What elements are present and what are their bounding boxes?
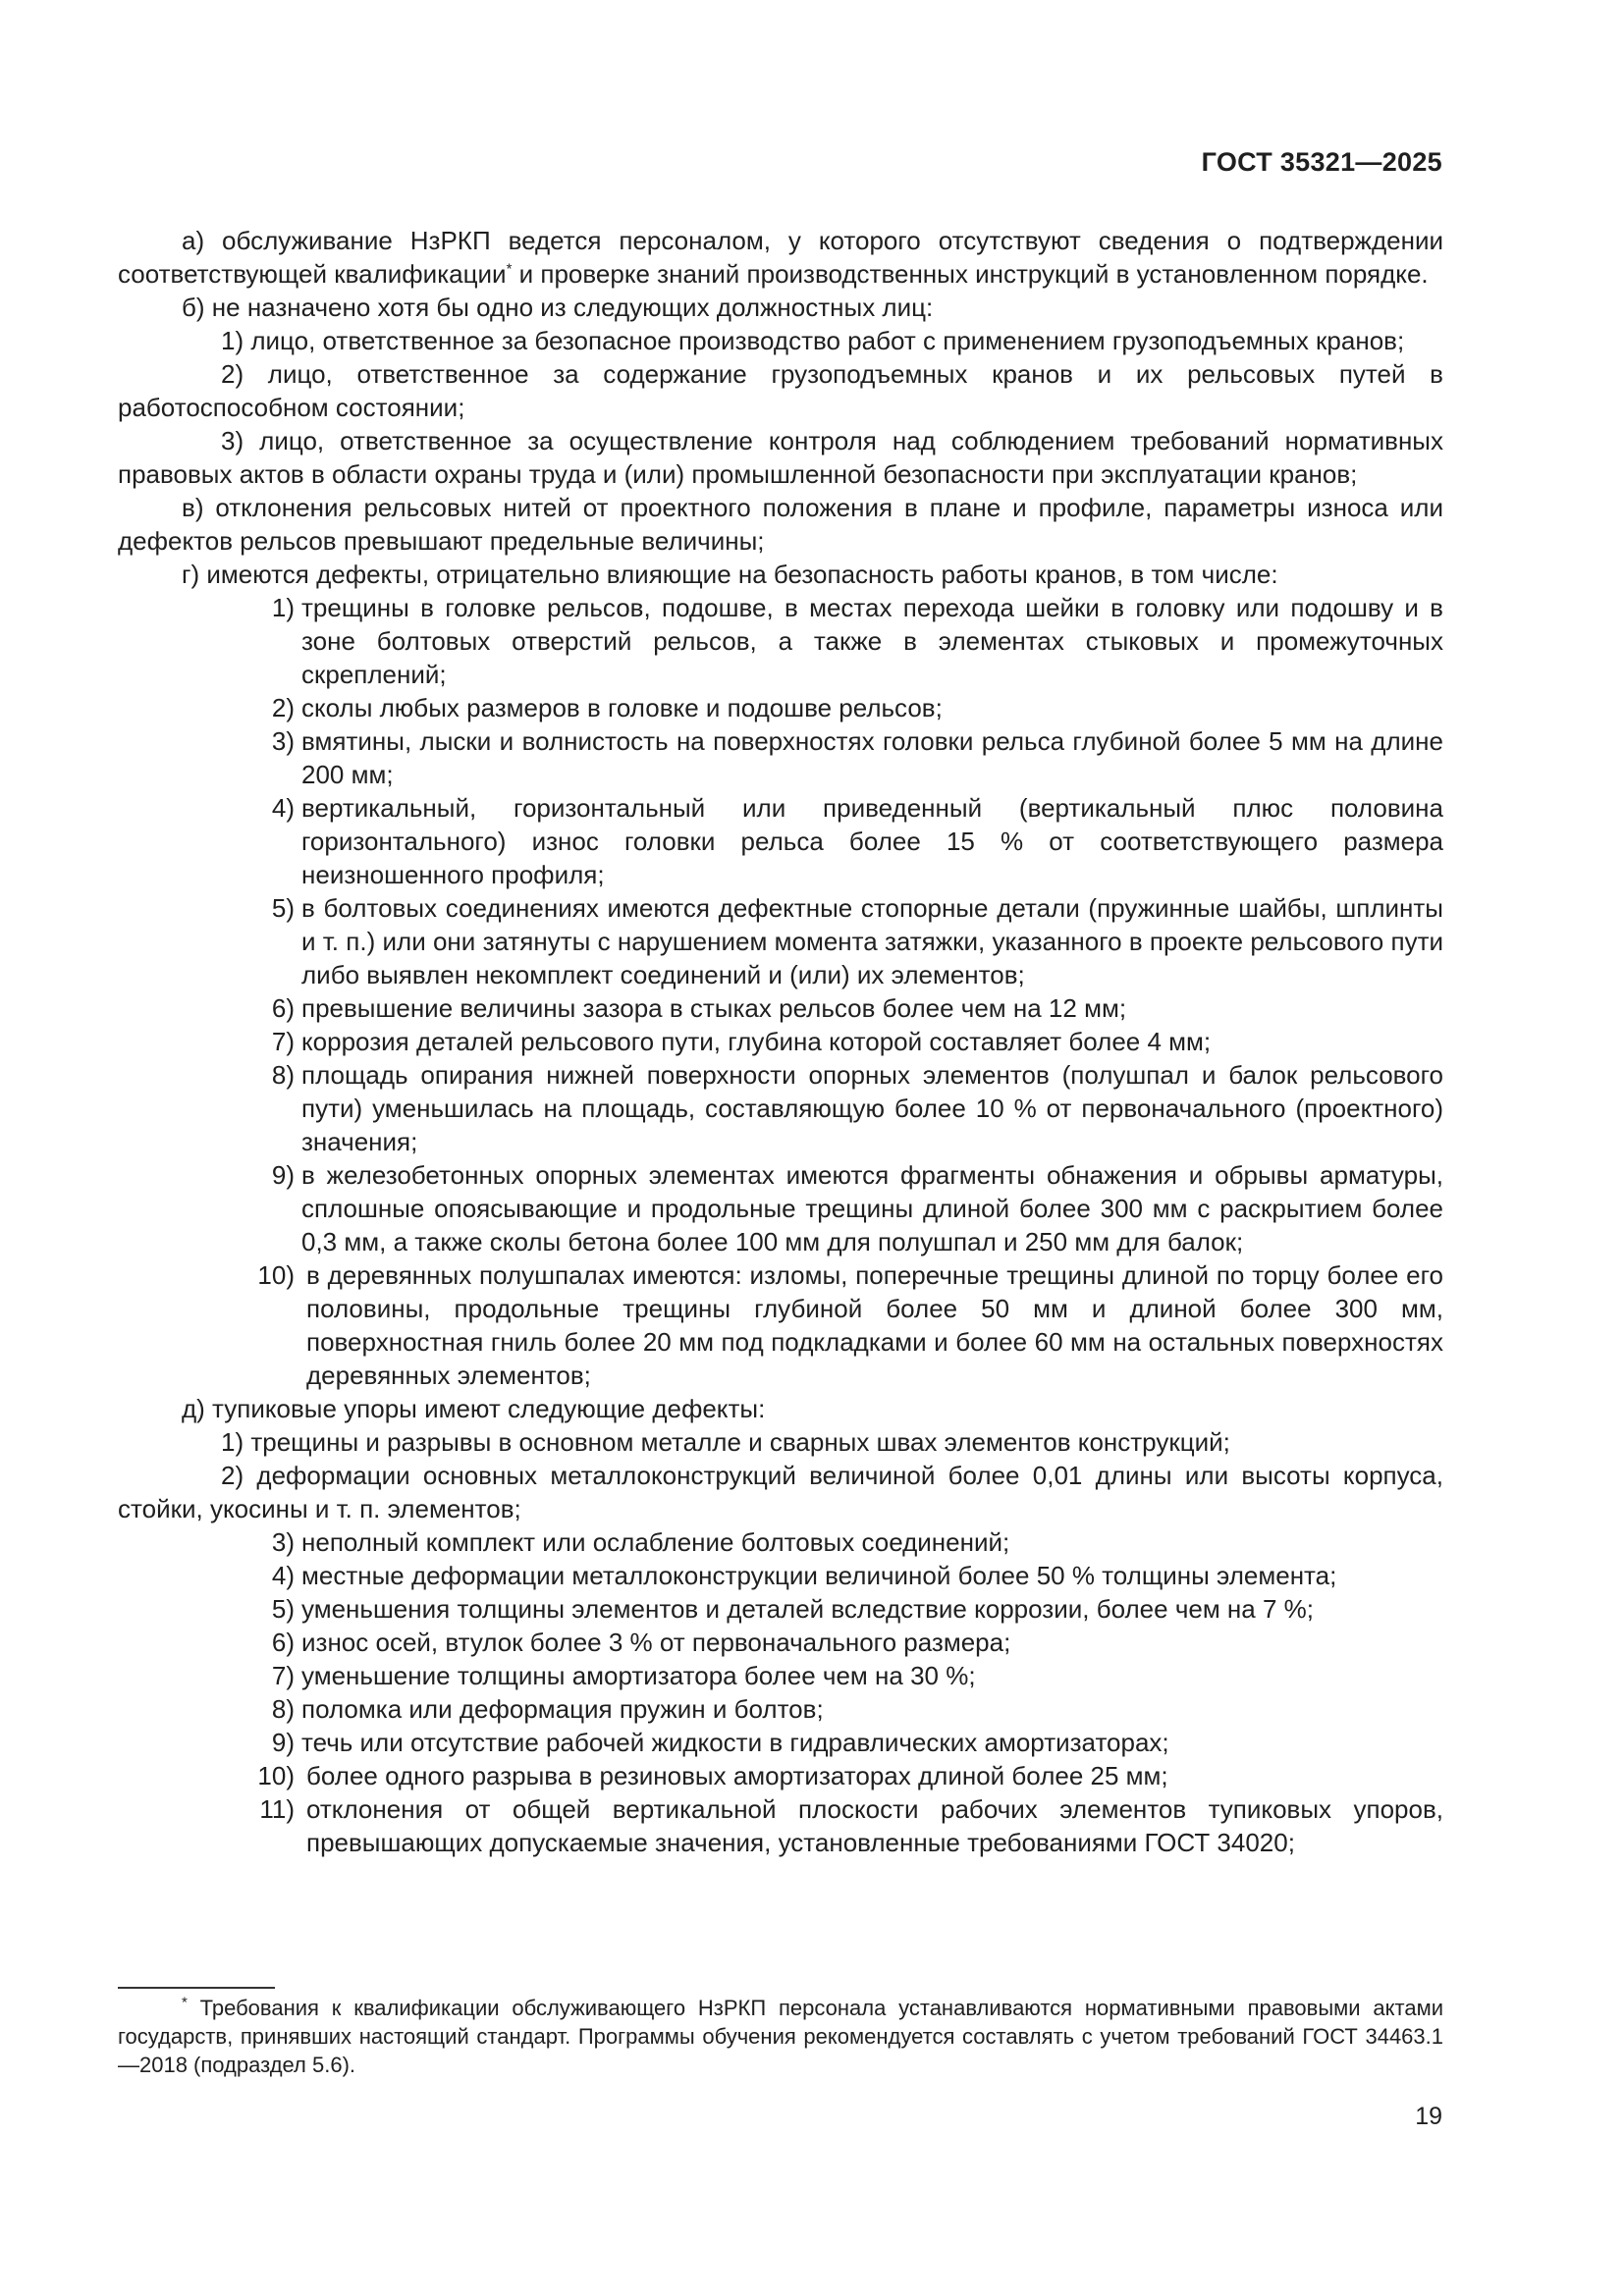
paragraph-a-continuation: и проверке знаний производственных инструкций в установленном порядке.	[512, 259, 1429, 289]
list-item	[118, 591, 1443, 691]
list-item	[118, 1158, 1443, 1258]
list-item-number: 7)	[271, 1661, 295, 1690]
list-item	[118, 1525, 1443, 1559]
list-item-number: 2)	[271, 693, 295, 722]
list-item-text: в болтовых соединениях имеются дефектные стопорные детали (пружинные шайбы, шплинты и т. п.) или они затянуты с нарушением момента затяжки, указанного в проекте рельсового пути либо выявлен некомплект соединений и (или) их элементов;	[301, 893, 1443, 989]
list-item-number: 3)	[271, 726, 295, 756]
list-item-text: неполный комплект или ослабление болтовых соединений;	[301, 1527, 1010, 1557]
paragraph-g: г) имеются дефекты, отрицательно влияющие на безопасность работы кранов, в том числе:	[182, 560, 1278, 589]
footnote-divider	[118, 1987, 275, 1989]
list-item-number: 8)	[271, 1060, 295, 1090]
paragraph-v: в) отклонения рельсовых нитей от проектного положения в плане и профиле, параметры износа или дефектов рельсов превышают предельные величины;	[118, 493, 1443, 556]
list-item-number: 4)	[271, 793, 295, 823]
paragraph-a-text: а) обслуживание НзРКП ведется персоналом, у которого отсутствуют сведения о подтверждении соответствующей квалификации	[118, 226, 1443, 289]
list-item-text: износ осей, втулок более 3 % от первоначального размера;	[301, 1628, 1011, 1657]
footnote-text: Требования к квалификации обслуживающего НзРКП персонала устанавливаются нормативными правовыми актами государств, принявших настоящий стандарт. Программы обучения рекомендуется составлять с учетом требований ГОСТ 34463.1—2018 (подраздел 5.6).	[118, 1996, 1443, 2077]
list-item-text: местные деформации металлоконструкции величиной более 50 % толщины элемента;	[301, 1561, 1337, 1590]
paragraph-d-list	[118, 1525, 1443, 1859]
footnote-marker: *	[182, 1994, 188, 2011]
list-item-text: трещины в головке рельсов, подошве, в местах перехода шейки в головку или подошву и в зоне болтовых отверстий рельсов, а также в элементах стыковых и промежуточных скреплений;	[301, 593, 1443, 689]
list-item-number: 5)	[271, 893, 295, 923]
list-item-text: площадь опирания нижней поверхности опорных элементов (полушпал и балок рельсового пути) уменьшилась на площадь, составляющую более 10 % от первоначального (проектного) значения;	[301, 1060, 1443, 1156]
list-item-number: 11)	[259, 1794, 295, 1824]
list-item-number: 5)	[271, 1594, 295, 1624]
list-item-text: вмятины, лыски и волнистость на поверхностях головки рельса глубиной более 5 мм на длине 200 мм;	[301, 726, 1443, 789]
list-item-text: в железобетонных опорных элементах имеются фрагменты обнажения и обрывы арматуры, сплошные опоясывающие и продольные трещины длиной более 300 мм с раскрытием более 0,3 мм, а также сколы бетона более 100 мм для полушпал и 250 мм для балок;	[301, 1160, 1443, 1256]
footnote-mark: *	[506, 260, 513, 278]
list-item-number: 10)	[257, 1260, 295, 1290]
list-item-text: уменьшение толщины амортизатора более чем на 30 %;	[301, 1661, 976, 1690]
list-item	[118, 1659, 1443, 1692]
list-item-number: 4)	[271, 1561, 295, 1590]
list-item-number: 8)	[271, 1694, 295, 1724]
list-item-number: 10)	[257, 1761, 295, 1790]
list-item-text: в деревянных полушпалах имеются: изломы, поперечные трещины длиной по торцу более его половины, продольные трещины глубиной более 50 мм и длиной более 300 мм, поверхностная гниль более 20 мм под подкладками и более 60 мм на остальных поверхностях деревянных элементов;	[306, 1260, 1443, 1390]
footnote	[118, 1994, 1443, 2079]
paragraph-b-item-1: 1) лицо, ответственное за безопасное производство работ с применением грузоподъемных кранов;	[221, 326, 1405, 355]
list-item	[118, 1559, 1443, 1592]
list-item	[118, 1692, 1443, 1726]
list-item	[118, 1792, 1443, 1859]
list-item	[118, 1759, 1443, 1792]
list-item	[118, 1058, 1443, 1158]
list-item-number: 9)	[271, 1160, 295, 1190]
list-item-number: 6)	[271, 993, 295, 1023]
main-text	[118, 224, 1443, 1859]
paragraph-d: д) тупиковые упоры имеют следующие дефекты:	[182, 1394, 766, 1423]
paragraph-b: б) не назначено хотя бы одно из следующих должностных лиц:	[182, 293, 934, 322]
list-item-number: 7)	[271, 1027, 295, 1056]
paragraph-b-item-2: 2) лицо, ответственное за содержание грузоподъемных кранов и их рельсовых путей в работоспособном состоянии;	[118, 359, 1443, 422]
paragraph-g-list	[118, 591, 1443, 1392]
list-item-text: поломка или деформация пружин и болтов;	[301, 1694, 824, 1724]
list-item	[118, 1025, 1443, 1058]
list-item-text: вертикальный, горизонтальный или приведенный (вертикальный плюс половина горизонтального) износ головки рельса более 15 % от соответствующего размера неизношенного профиля;	[301, 793, 1443, 889]
list-item	[118, 691, 1443, 724]
list-item	[118, 1726, 1443, 1759]
list-item	[118, 791, 1443, 891]
list-item-number: 6)	[271, 1628, 295, 1657]
paragraph-b-item-3: 3) лицо, ответственное за осуществление контроля над соблюдением требований нормативных правовых актов в области охраны труда и (или) промышленной безопасности при эксплуатации кранов;	[118, 426, 1443, 489]
list-item	[118, 724, 1443, 791]
list-item	[118, 1626, 1443, 1659]
list-item-text: превышение величины зазора в стыках рельсов более чем на 12 мм;	[301, 993, 1127, 1023]
list-item-text: коррозия деталей рельсового пути, глубина которой составляет более 4 мм;	[301, 1027, 1212, 1056]
paragraph-a	[118, 224, 1443, 291]
list-item-number: 9)	[271, 1728, 295, 1757]
list-item-text: более одного разрыва в резиновых амортизаторах длиной более 25 мм;	[306, 1761, 1168, 1790]
list-item	[118, 1592, 1443, 1626]
list-item-text: сколы любых размеров в головке и подошве рельсов;	[301, 693, 943, 722]
list-item	[118, 1258, 1443, 1392]
paragraph-d-item-2: 2) деформации основных металлоконструкций величиной более 0,01 длины или высоты корпуса, стойки, укосины и т. п. элементов;	[118, 1461, 1443, 1523]
list-item-text: уменьшения толщины элементов и деталей вследствие коррозии, более чем на 7 %;	[301, 1594, 1314, 1624]
list-item-number: 3)	[271, 1527, 295, 1557]
list-item	[118, 991, 1443, 1025]
list-item-text: отклонения от общей вертикальной плоскости рабочих элементов тупиковых упоров, превышающих допускаемые значения, установленные требованиями ГОСТ 34020;	[306, 1794, 1443, 1857]
footnote-paragraph	[118, 1994, 1443, 2079]
list-item-number: 1)	[271, 593, 295, 622]
page-number: 19	[1415, 2103, 1442, 2130]
document-header: ГОСТ 35321—2025	[1201, 147, 1442, 177]
list-item	[118, 891, 1443, 991]
paragraph-d-item-1: 1) трещины и разрывы в основном металле и сварных швах элементов конструкций;	[221, 1427, 1230, 1457]
list-item-text: течь или отсутствие рабочей жидкости в гидравлических амортизаторах;	[301, 1728, 1169, 1757]
